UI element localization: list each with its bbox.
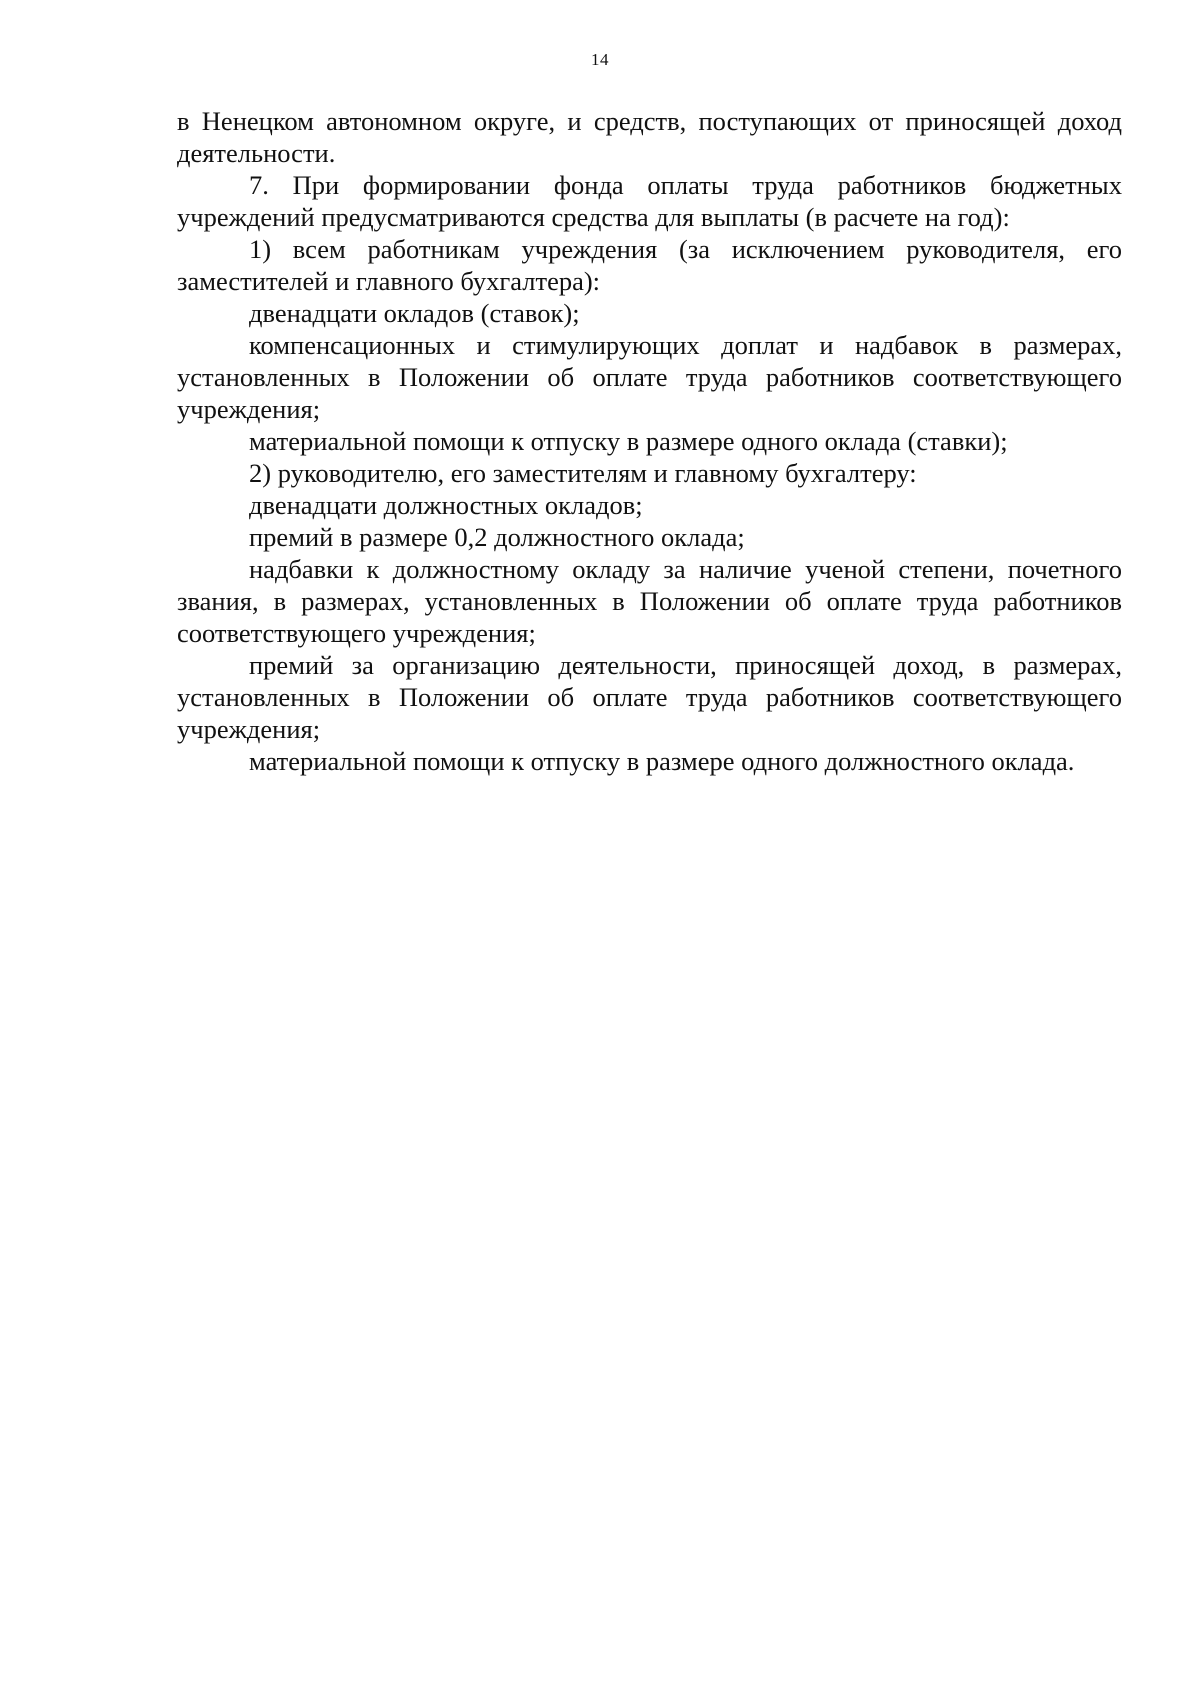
document-body: [177, 105, 1122, 777]
paragraph-twelve-salaries: двенадцати окладов (ставок);: [249, 298, 580, 328]
paragraph-income-activity-bonuses: премий за организацию деятельности, приносящей доход, в размерах, установленных в Положении об оплате труда работников соответствующего учреждения;: [177, 650, 1122, 744]
paragraph-subitem-1: 1) всем работникам учреждения (за исключением руководителя, его заместителей и главного бухгалтера):: [177, 234, 1122, 296]
paragraph-subitem-2: 2) руководителю, его заместителям и главному бухгалтеру:: [249, 458, 917, 488]
paragraph-degree-allowance: надбавки к должностному окладу за наличие ученой степени, почетного звания, в размерах, установленных в Положении об оплате труда работников соответствующего учреждения;: [177, 554, 1122, 648]
paragraph-official-vacation-aid: материальной помощи к отпуску в размере одного должностного оклада.: [249, 746, 1075, 776]
paragraph-twelve-official-salaries: двенадцати должностных окладов;: [249, 490, 643, 520]
paragraph-vacation-aid: материальной помощи к отпуску в размере одного оклада (ставки);: [249, 426, 1008, 456]
paragraph-continuation: в Ненецком автономном округе, и средств, поступающих от приносящей доход деятельности.: [177, 106, 1122, 168]
paragraph-compensation-allowances: компенсационных и стимулирующих доплат и надбавок в размерах, установленных в Положении об оплате труда работников соответствующего учреждения;: [177, 330, 1122, 424]
paragraph-bonuses: премий в размере 0,2 должностного оклада;: [249, 522, 745, 552]
page-number: 14: [591, 50, 609, 69]
paragraph-item-7: 7. При формировании фонда оплаты труда работников бюджетных учреждений предусматриваются средства для выплаты (в расчете на год):: [177, 170, 1122, 232]
